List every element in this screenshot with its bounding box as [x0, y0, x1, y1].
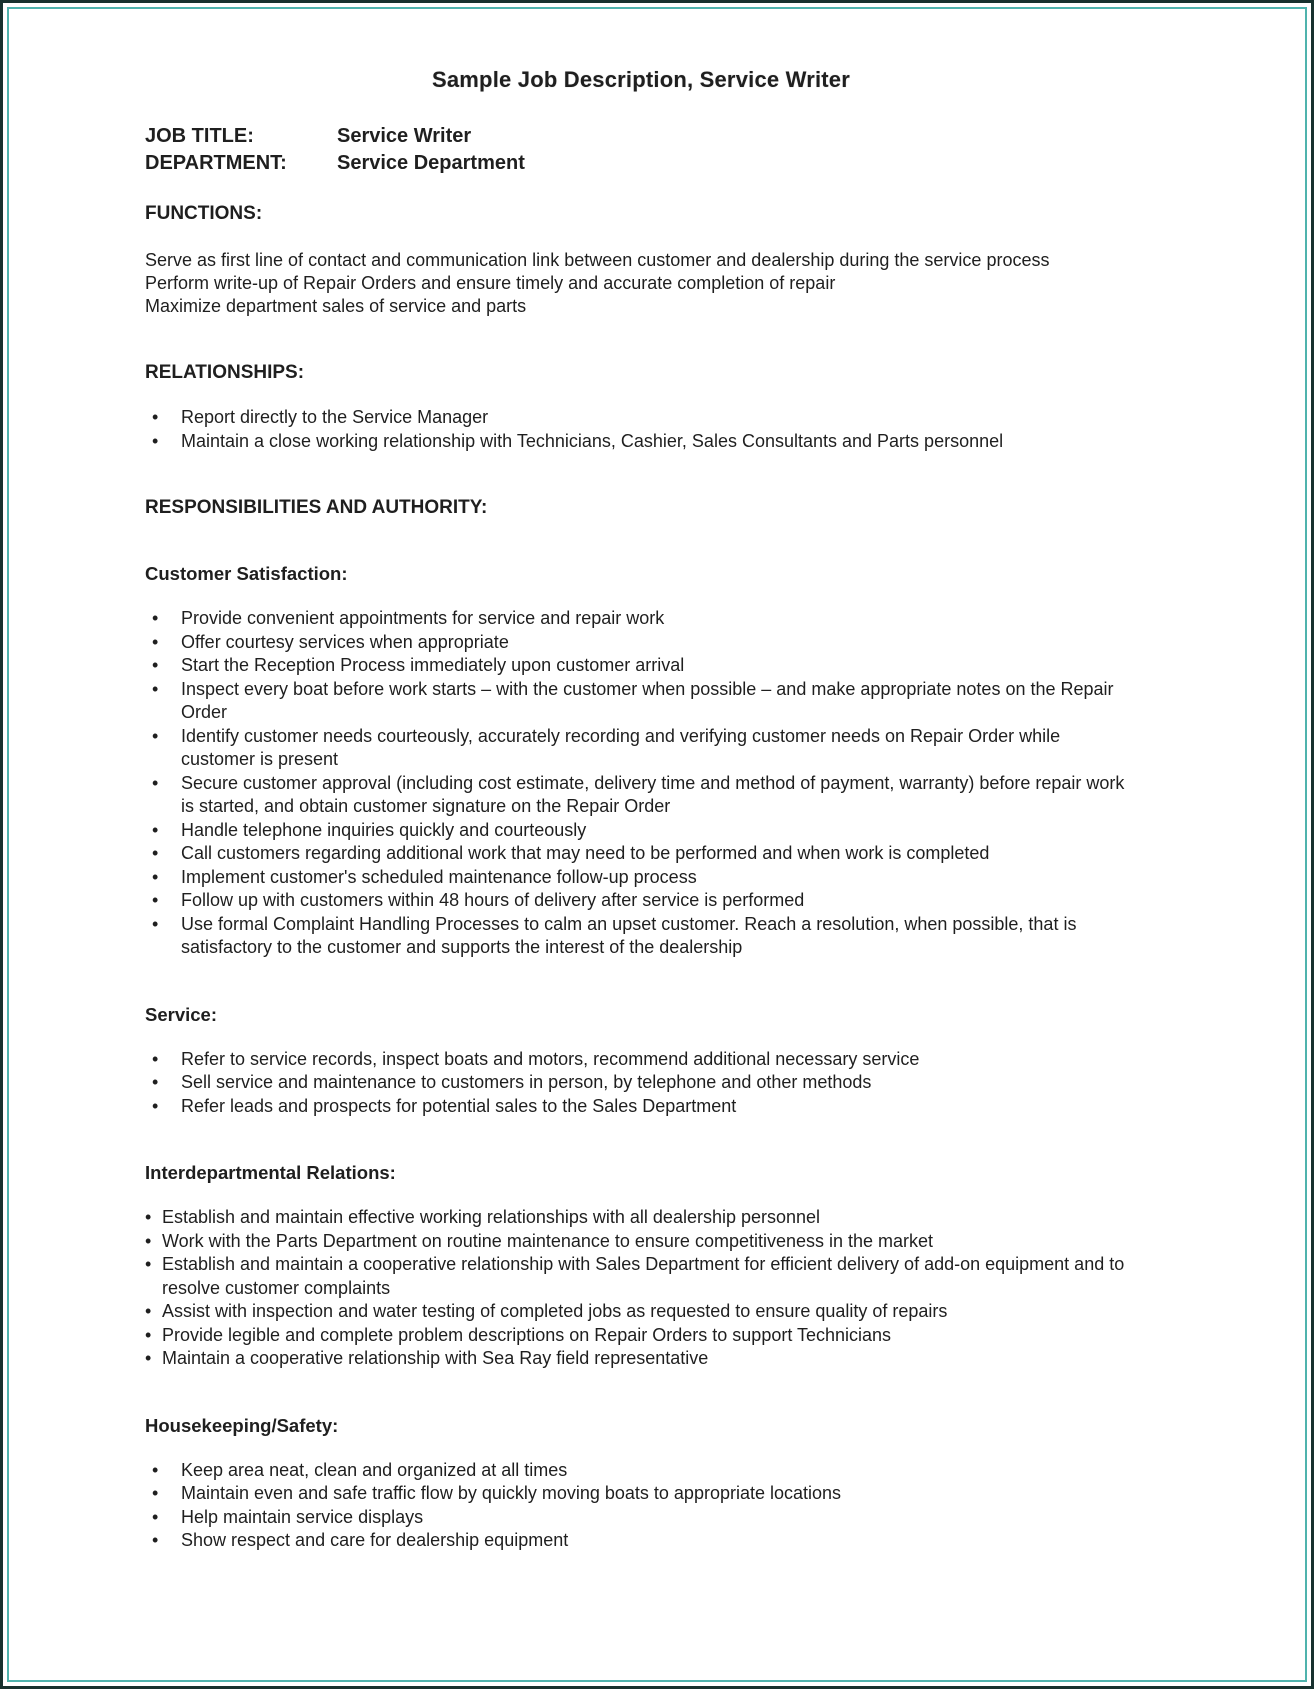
customer-satisfaction-item: • Identify customer needs courteously, accurately recording and verifying customer needs on Repair Order while customer is present — [145, 725, 1137, 772]
customer-satisfaction-item: • Follow up with customers within 48 hours of delivery after service is performed — [145, 889, 1137, 913]
housekeeping-item: • Maintain even and safe traffic flow by quickly moving boats to appropriate locations — [145, 1482, 1137, 1506]
job-title-label: JOB TITLE: — [145, 125, 254, 147]
housekeeping-item: • Keep area neat, clean and organized at all times — [145, 1459, 1137, 1483]
customer-satisfaction-item: • Call customers regarding additional work that may need to be performed and when work is completed — [145, 842, 1137, 866]
customer-satisfaction-list — [145, 607, 1137, 960]
customer-satisfaction-item: • Use formal Complaint Handling Processes to calm an upset customer. Reach a resolution, when possible, that is satisfactory to the customer and supports the interest of the dealership — [145, 913, 1137, 960]
customer-satisfaction-item: • Start the Reception Process immediately upon customer arrival — [145, 654, 1137, 678]
interdepartmental-item: • Work with the Parts Department on routine maintenance to ensure competitiveness in the market — [145, 1230, 1137, 1254]
housekeeping-item: • Show respect and care for dealership equipment — [145, 1529, 1137, 1553]
section-housekeeping — [145, 1415, 1137, 1553]
interdepartmental-heading: Interdepartmental Relations: — [145, 1162, 396, 1183]
housekeeping-heading: Housekeeping/Safety: — [145, 1414, 339, 1436]
relationships-list — [145, 406, 1137, 453]
interdepartmental-item: • Maintain a cooperative relationship with Sea Ray field representative — [145, 1347, 1137, 1371]
department-value: Service Department — [337, 152, 525, 174]
customer-satisfaction-item: • Implement customer's scheduled maintenance follow-up process — [145, 866, 1137, 890]
section-service — [145, 1004, 1137, 1119]
interdepartmental-item: • Establish and maintain effective working relationships with all dealership personnel — [145, 1206, 1137, 1230]
relationships-item: • Report directly to the Service Manager — [145, 406, 1137, 430]
relationships-heading: RELATIONSHIPS: — [145, 362, 305, 383]
housekeeping-list — [145, 1459, 1137, 1553]
job-title-value: Service Writer — [337, 125, 472, 147]
job-meta-block — [145, 123, 1137, 177]
housekeeping-item: • Help maintain service displays — [145, 1506, 1137, 1530]
customer-satisfaction-item: • Provide convenient appointments for service and repair work — [145, 607, 1137, 631]
service-item: • Refer to service records, inspect boats and motors, recommend additional necessary service — [145, 1048, 1137, 1072]
section-customer-satisfaction — [145, 563, 1137, 960]
interdepartmental-item: • Assist with inspection and water testing of completed jobs as requested to ensure quality of repairs — [145, 1300, 1137, 1324]
relationships-item: • Maintain a close working relationship with Technicians, Cashier, Sales Consultants and Parts personnel — [145, 430, 1137, 454]
customer-satisfaction-item: • Inspect every boat before work starts – with the customer when possible – and make appropriate notes on the Repair Order — [145, 678, 1137, 725]
responsibilities-heading: RESPONSIBILITIES AND AUTHORITY: — [145, 497, 488, 518]
functions-line: Serve as first line of contact and communication link between customer and dealership during the service process — [145, 250, 1050, 270]
interdepartmental-item: • Provide legible and complete problem descriptions on Repair Orders to support Technicians — [145, 1324, 1137, 1348]
customer-satisfaction-item: • Handle telephone inquiries quickly and courteously — [145, 819, 1137, 843]
interdepartmental-item: • Establish and maintain a cooperative relationship with Sales Department for efficient delivery of add-on equipment and to resolve customer complaints — [145, 1253, 1137, 1300]
service-item: • Refer leads and prospects for potential sales to the Sales Department — [145, 1095, 1137, 1119]
document-content — [9, 9, 1305, 1593]
page-border-frame — [7, 7, 1307, 1682]
functions-heading: FUNCTIONS: — [145, 203, 263, 224]
functions-paragraphs — [145, 249, 1137, 318]
section-relationships — [145, 362, 1137, 453]
interdepartmental-list — [145, 1206, 1137, 1371]
job-title-row — [145, 123, 1137, 150]
customer-satisfaction-heading: Customer Satisfaction: — [145, 563, 348, 584]
service-item: • Sell service and maintenance to customers in person, by telephone and other methods — [145, 1071, 1137, 1095]
page-title: Sample Job Description, Service Writer — [431, 67, 850, 92]
section-functions — [145, 203, 1137, 318]
service-list — [145, 1048, 1137, 1119]
customer-satisfaction-item: • Secure customer approval (including cost estimate, delivery time and method of payment, warranty) before repair work is started, and obtain customer signature on the Repair Order — [145, 772, 1137, 819]
customer-satisfaction-item: • Offer courtesy services when appropriate — [145, 631, 1137, 655]
department-row — [145, 150, 1137, 177]
functions-line: Perform write-up of Repair Orders and ensure timely and accurate completion of repair — [145, 273, 836, 293]
functions-line: Maximize department sales of service and parts — [145, 296, 527, 316]
service-heading: Service: — [145, 1003, 217, 1025]
section-interdepartmental — [145, 1162, 1137, 1371]
department-label: DEPARTMENT: — [145, 152, 287, 174]
